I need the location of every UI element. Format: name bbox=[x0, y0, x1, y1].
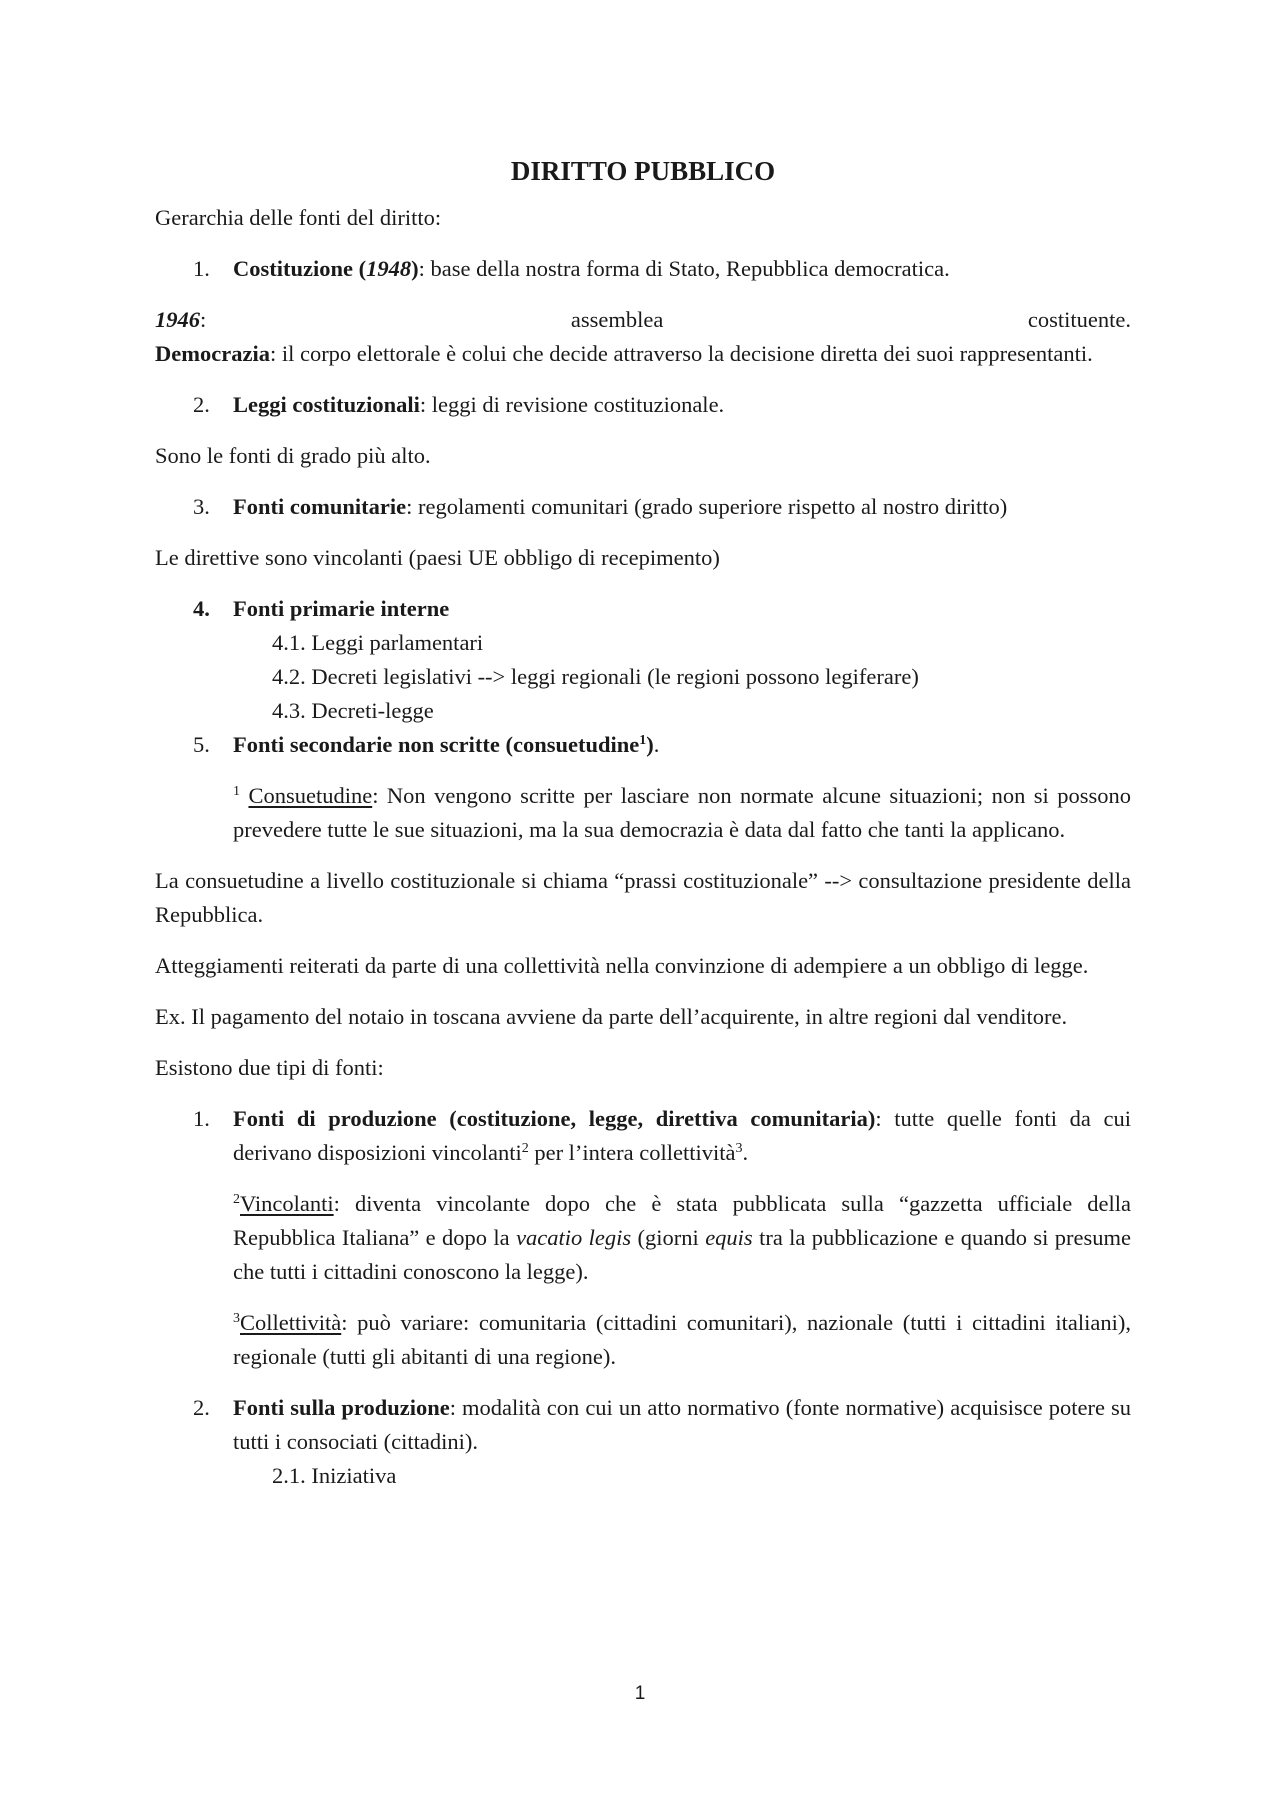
paragraph-tipi: Esistono due tipi di fonti: bbox=[155, 1055, 384, 1080]
list-number: 2. bbox=[193, 1395, 210, 1420]
term-costituzione: Costituzione (1948) bbox=[233, 256, 419, 281]
term-vacatio-legis: vacatio legis bbox=[516, 1225, 632, 1250]
footnote-mark-3: 3 bbox=[233, 1311, 240, 1326]
year-1946: 1946 bbox=[155, 307, 200, 332]
list-item-fonti-produzione: 1. Fonti di produzione (costituzione, legge, direttiva comunitaria): tutte quelle fonti da cui derivano disposizioni vincolanti$^2$ per l’intera collettività$^3$. bbox=[155, 1102, 1131, 1170]
paragraph-prassi: La consuetudine a livello costituzionale si chiama “prassi costituzionale” --> consultazione presidente della Repubblica. bbox=[155, 868, 1131, 927]
note-consuetudine: $^1$ Consuetudine: Non vengono scritte per lasciare non normate alcune situazioni; non si possono prevedere tutte le sue situazioni, ma la sua democrazia è data dal fatto che tanti la applicano. bbox=[233, 783, 1132, 842]
footnote-ref-1: 1 bbox=[639, 733, 647, 748]
term-democrazia: Democrazia bbox=[155, 341, 270, 366]
note-collettivita: $^3$Collettività: può variare: comunitaria (cittadini comunitari), nazionale (tutti i cittadini italiani), regionale (tutti gli abitanti di una regione). bbox=[233, 1310, 1131, 1369]
list-item-fonti-comunitarie: 3. Fonti comunitarie: regolamenti comunitari (grado superiore rispetto al nostro diritto) bbox=[155, 490, 1131, 524]
list-item-text: : base della nostra forma di Stato, Repubblica democratica. bbox=[418, 256, 950, 281]
list-item-fonti-sulla-produzione: 2. Fonti sulla produzione: modalità con cui un atto normativo (fonte normative) acquisisce potere su tutti i consociati (cittadini). bbox=[155, 1391, 1131, 1459]
sublist-item: 2.1. Iniziativa bbox=[272, 1463, 397, 1488]
footnote-mark-2: 2 bbox=[233, 1192, 240, 1207]
list-number: 5. bbox=[193, 732, 210, 757]
word-costituente: costituente. bbox=[1027, 307, 1131, 332]
paragraph-example: Ex. Il pagamento del notaio in toscana avviene da parte dell’acquirente, in altre regioni dal venditore. bbox=[155, 1004, 1068, 1029]
term-fonti-secondarie: Fonti secondarie non scritte (consuetudine$^1$) bbox=[233, 732, 654, 757]
list-number: 1. bbox=[193, 1106, 210, 1131]
note-vincolanti: $^2$Vincolanti: diventa vincolante dopo che è stata pubblicata sulla “gazzetta ufficiale della Repubblica Italiana” e dopo la vacatio legis (giorni equis tra la pubblicazione e quando si presume che tutti i cittadini conoscono la legge). bbox=[233, 1191, 1131, 1284]
footnote-mark-1: 1 bbox=[233, 784, 240, 799]
list-item-fonti-secondarie: 5. Fonti secondarie non scritte (consuetudine$^1$). bbox=[155, 728, 1131, 762]
list-item-leggi-costituzionali: 2. Leggi costituzionali: leggi di revisione costituzionale. bbox=[155, 388, 1131, 422]
term-fonti-sulla-produzione: Fonti sulla produzione bbox=[233, 1395, 450, 1420]
paragraph-democrazia: Democrazia: il corpo elettorale è colui che decide attraverso la decisione diretta dei suoi rappresentanti. bbox=[155, 341, 1093, 366]
list-number: 3. bbox=[193, 494, 210, 519]
footnote-ref-2: 2 bbox=[521, 1141, 529, 1156]
footnote-ref-3: 3 bbox=[735, 1141, 743, 1156]
sublist-item: 4.3. Decreti-legge bbox=[272, 698, 434, 723]
term-fonti-comunitarie: Fonti comunitarie bbox=[233, 494, 407, 519]
term-collettivita: Collettività bbox=[240, 1310, 342, 1335]
paragraph-gerarchia: Gerarchia delle fonti del diritto: bbox=[155, 205, 442, 230]
list-item-costituzione bbox=[155, 252, 1131, 286]
term-consuetudine: Consuetudine bbox=[248, 783, 373, 808]
paragraph-1946: 1946: assemblea costituente. bbox=[155, 307, 1131, 332]
list-item-fonti-primarie bbox=[155, 592, 1131, 626]
page-number: 1 bbox=[634, 1683, 646, 1704]
sublist-item: 4.2. Decreti legislativi --> leggi regionali (le regioni possono legiferare) bbox=[272, 664, 919, 689]
term-vincolanti: Vincolanti bbox=[240, 1191, 334, 1216]
term-fonti-primarie: Fonti primarie interne bbox=[233, 596, 450, 621]
page-title: DIRITTO PUBBLICO bbox=[510, 156, 776, 186]
paragraph-atteggiamenti: Atteggiamenti reiterati da parte di una collettività nella convinzione di adempiere a un obbligo di legge. bbox=[155, 953, 1089, 978]
list-number: 4. bbox=[193, 596, 210, 621]
term-equis: equis bbox=[705, 1225, 753, 1250]
term-fonti-produzione: Fonti di produzione (costituzione, legge, direttiva comunitaria) bbox=[233, 1106, 876, 1131]
sublist-item: 4.1. Leggi parlamentari bbox=[272, 630, 484, 655]
page-content bbox=[155, 152, 1131, 1493]
term-leggi-costituzionali: Leggi costituzionali bbox=[233, 392, 420, 417]
paragraph-direttive: Le direttive sono vincolanti (paesi UE obbligo di recepimento) bbox=[155, 545, 720, 570]
list-number: 2. bbox=[193, 392, 210, 417]
list-number: 1. bbox=[193, 256, 210, 281]
paragraph-grado: Sono le fonti di grado più alto. bbox=[155, 443, 431, 468]
word-assemblea: assemblea bbox=[570, 307, 664, 332]
year-1948: 1948 bbox=[366, 256, 412, 281]
